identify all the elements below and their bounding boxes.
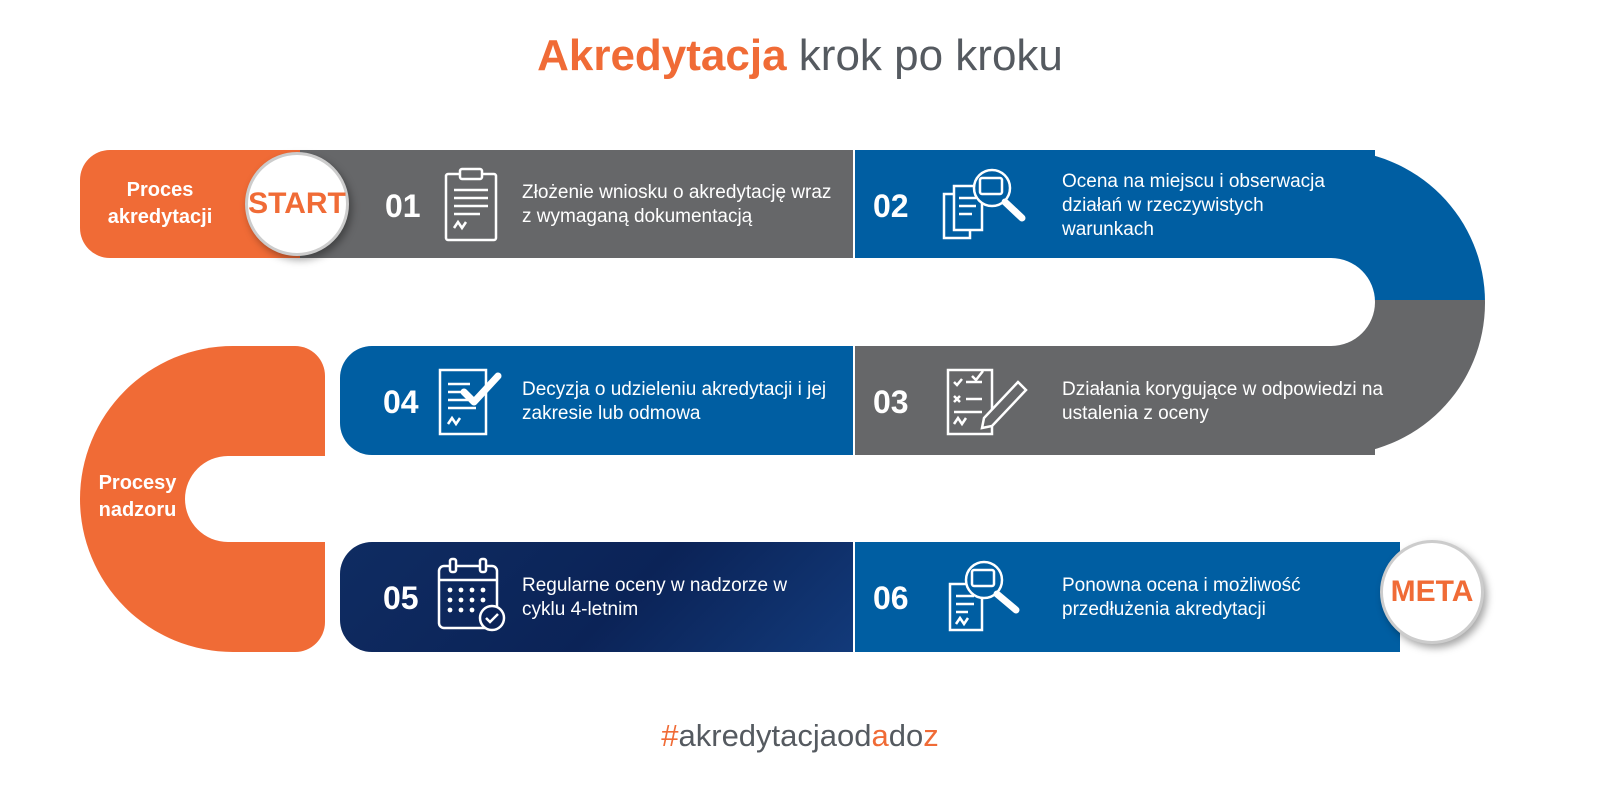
step-01-number: 01 (385, 188, 421, 224)
hashtag (0, 716, 1600, 756)
step-04-text: Decyzja o udzieleniu akredytacji i jej zakresie lub odmowa (522, 379, 827, 424)
process-label: Proces akredytacji (107, 179, 213, 228)
title-accent: Akredytacja (537, 31, 787, 80)
document-search-icon (940, 164, 1030, 242)
hashtag-part1: akredytacjaod (678, 718, 872, 753)
title-rest: krok po kroku (786, 31, 1063, 80)
supervision-label: Procesy nadzoru (98, 472, 177, 521)
document-search-icon (944, 556, 1034, 634)
finish-badge (1380, 540, 1484, 644)
calendar-check-icon (436, 556, 506, 634)
hashtag-prefix: # (661, 718, 679, 753)
step-04-number: 04 (383, 384, 419, 420)
hashtag-part2: do (888, 718, 924, 753)
step-05-number: 05 (383, 580, 419, 616)
page-title (0, 30, 1600, 82)
start-badge (245, 152, 349, 256)
clipboard-icon (436, 166, 506, 244)
step-06-text: Ponowna ocena i możliwość przedłużenia akredytacji (1062, 575, 1301, 620)
step-02-text: Ocena na miejscu i obserwacja działań w rzeczywistych warunkach (1062, 171, 1325, 240)
checklist-pen-icon (942, 362, 1032, 440)
step-05-text: Regularne oceny w nadzorze w cyklu 4-letnim (522, 575, 788, 620)
start-label: START (248, 187, 346, 220)
step-03-text: Działania korygujące w odpowiedzi na ustalenia z oceny (1062, 379, 1384, 424)
finish-label: META (1390, 575, 1474, 608)
document-check-icon (436, 362, 506, 440)
step-02-number: 02 (873, 188, 909, 224)
hashtag-z: z (923, 718, 939, 753)
hashtag-a: a (871, 718, 889, 753)
step-06-number: 06 (873, 580, 909, 616)
step-03-number: 03 (873, 384, 909, 420)
step-01-text: Złożenie wniosku o akredytację wraz z wymaganą dokumentacją (522, 182, 832, 227)
